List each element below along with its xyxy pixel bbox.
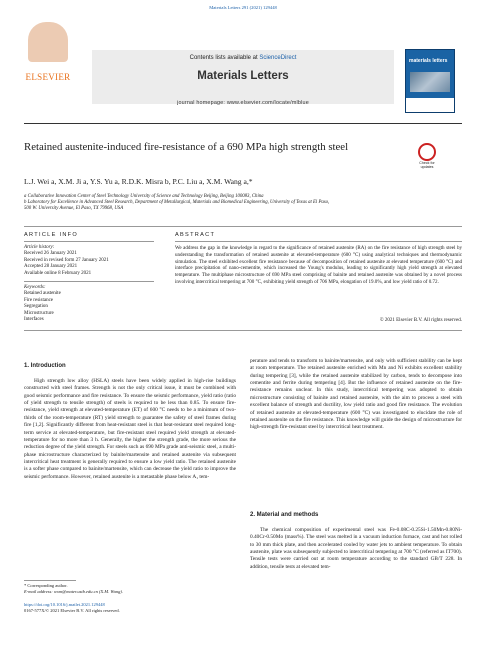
keyword: Retained austenite xyxy=(24,291,61,297)
article-title: Retained austenite-induced fire-resistance of a 690 MPa high strength steel xyxy=(24,141,349,153)
footnote-rule xyxy=(24,580,76,581)
divider xyxy=(175,241,462,242)
divider xyxy=(24,281,154,282)
journal-homepage[interactable]: journal homepage: www.elsevier.com/locate/mlblue xyxy=(177,100,309,106)
abstract-heading: ABSTRACT xyxy=(175,232,216,238)
journal-name: Materials Letters xyxy=(197,70,289,82)
footnote xyxy=(24,583,234,594)
keywords-label: Keywords: xyxy=(24,285,46,290)
cover-title: materials letters xyxy=(409,58,448,64)
section-heading-introduction: 1. Introduction xyxy=(24,363,66,369)
crossmark[interactable] xyxy=(416,143,438,169)
article-history xyxy=(24,245,154,277)
cover-photo xyxy=(410,72,450,92)
history-label: Article history: xyxy=(24,245,55,250)
publisher-logo-text: ELSEVIER xyxy=(25,72,71,82)
journal-reference[interactable]: Materials Letters 291 (2021) 129448 xyxy=(209,5,277,10)
abstract-copyright: © 2021 Elsevier B.V. All rights reserved. xyxy=(379,318,462,323)
history-item: Available online 8 February 2021 xyxy=(24,270,92,276)
history-item: Received 26 January 2021 xyxy=(24,251,77,257)
sciencedirect-link[interactable]: ScienceDirect xyxy=(259,55,297,61)
history-item: Received in revised form 27 January 2021 xyxy=(24,257,109,263)
keyword: Fire resistance xyxy=(24,297,54,303)
crossmark-label: Check for updates xyxy=(419,161,435,169)
abstract-text: We address the gap in the knowledge in regard to the significance of retained austenite (RA) on the fire resistance of high strength steel by understanding the transformation of retained austenite at elevated-temperature (600 °C) using analytical techniques and thermodynamic simulation. The steel exhibited excellent fire resistance because of decomposition of retained austenite at elevated temperature (600 °C) and interface precipitation of nano-cementite, which increased the Young's modulus, leading to significantly high yield strength at elevated temperature. The multiphase microstructure of 690 MPa steel comprising of bainite and retained austenite was obtained by a novel process involving intercritical tempering at 700 °C, exhibiting yield strength of 706 MPa, elongation of 19.0%, and low yield ratio of 0.72. xyxy=(175,245,462,285)
elsevier-logo xyxy=(24,20,72,100)
header-divider xyxy=(24,123,462,124)
introduction-continued: perature and tends to transform to bainite/martensite, and only with sufficient stability can be kept at room temperature. The retained austenite enriched with Mn and Ni exhibits excellent stability during tempering [3], while the retained austenite stabilized by carbon, tends to decompose into cementite and ferrite during tempering [4]. But the influence of retained austenite on the fire-resistance remains unclear. In this study, intercritical tempering was adopted to obtain microstructure consisting of bainite and retained austenite, with the aim to process a steel with excellent balance of strength and ductility, low yield ratio and good fire resistance. The evolution of retained austenite at elevated-temperature (600 °C) was investigated to elucidate the role of retained austenite on the fire resistance. This knowledge will guide the design of microstructure for high-strength fire-resistant steel by intercritical heat treatment. xyxy=(250,358,462,431)
section-heading-methods: 2. Material and methods xyxy=(250,512,319,518)
corresponding-author: * Corresponding author. xyxy=(24,583,68,588)
article-info-heading: ARTICLE INFO xyxy=(24,232,79,238)
crossmark-icon xyxy=(418,143,436,161)
methods-paragraph: The chemical composition of experimental steel was Fe-0.08C-0.25Si-1.50Mn-0.80Ni-0.40Cr-0.50Mo (mass%). The steel was melted in a vacuum induction furnace, cast and hot rolled to 30 mm thick plate, and then accelerated cooled by water jets to ambient temperature. To obtain austenite, plate was subsequently subjected to intercritical tempering at 700 °C (referred as IT700). Tensile tests were carried out at room temperature according to the standard GB/T 228. In addition, tensile tests at elevated tem- xyxy=(250,527,462,570)
keyword: Interfaces xyxy=(24,317,44,323)
affiliation-b: b Laboratory for Excellence in Advanced Steel Research, Department of Metallurgical, Materials and Biomedical Engineering, University of Texas at El Paso, xyxy=(24,200,330,205)
introduction-paragraph: High strength low alloy (HSLA) steels have been widely applied in high-rise buildings constructed with steel frames. Strength is not the only critical issue, it must be combined with good seismic performance and fire resistance. To ensure the seismic performance, yield ratio (ratio of yield strength to tensile strength) of steels is required to be less than 0.85. To ensure fire-resistance, yield strength at elevated-temperature (ET) of 600 °C needs to be a minimum of two-thirds of the room-temperature (RT) yield strength to guarantee the safety of steel frames during fire [1,2]. Significantly different from heat-resistant steel is that heat-resistant steel required long-term service at elevated-temperature, but fire-resistant steel required yield strength at elevated-temperature for no more than 3 h. Generally, the higher the strength grade, the more serious the reduction degree of the yield strength. For steels such as 690 MPa grade anti-seismic steel, a multi-phase microstructure characterized by bainite/martensite and retained austenite via subsequent intercritical heat treatment is generally required to ensure a low yield ratio. The retained austenite is a softer phase compared to bainite/martensite, which can decrease the yield ratio to improve the seismic performance. However, retained austenite is a metastable phase below A₁ tem- xyxy=(24,378,236,480)
affiliation-b-address: 500 W. University Avenue, El Paso, TX 79968, USA xyxy=(24,206,124,211)
doi-link[interactable]: https://doi.org/10.1016/j.matlet.2021.129448 xyxy=(24,602,105,607)
author-list: L.J. Wei a, X.M. Ji a, Y.S. Yu a, R.D.K. Misra b, P.C. Liu a, X.M. Wang a,* xyxy=(24,177,253,186)
issn-line: 0167-577X/© 2021 Elsevier B.V. All rights reserved. xyxy=(24,607,120,613)
tree-icon xyxy=(28,22,68,62)
divider xyxy=(24,226,462,227)
keyword: Segregation xyxy=(24,304,48,310)
contents-line xyxy=(92,55,394,61)
divider xyxy=(24,330,462,331)
email-address[interactable]: E-mail address: wxm@mater.ustb.edu.cn (X.M. Wang). xyxy=(24,588,124,594)
history-item: Accepted 28 January 2021 xyxy=(24,264,78,270)
affiliation-a: a Collaborative Innovation Center of Steel Technology University of Science and Technology Beijing, Beijing 100083, China xyxy=(24,194,264,199)
keyword: Microstructure xyxy=(24,310,54,316)
divider xyxy=(24,241,154,242)
journal-cover-image xyxy=(405,49,455,113)
cover-band xyxy=(406,98,454,112)
keywords xyxy=(24,285,154,323)
doi-block xyxy=(24,602,234,613)
contents-prefix: Contents lists available at xyxy=(189,55,260,61)
